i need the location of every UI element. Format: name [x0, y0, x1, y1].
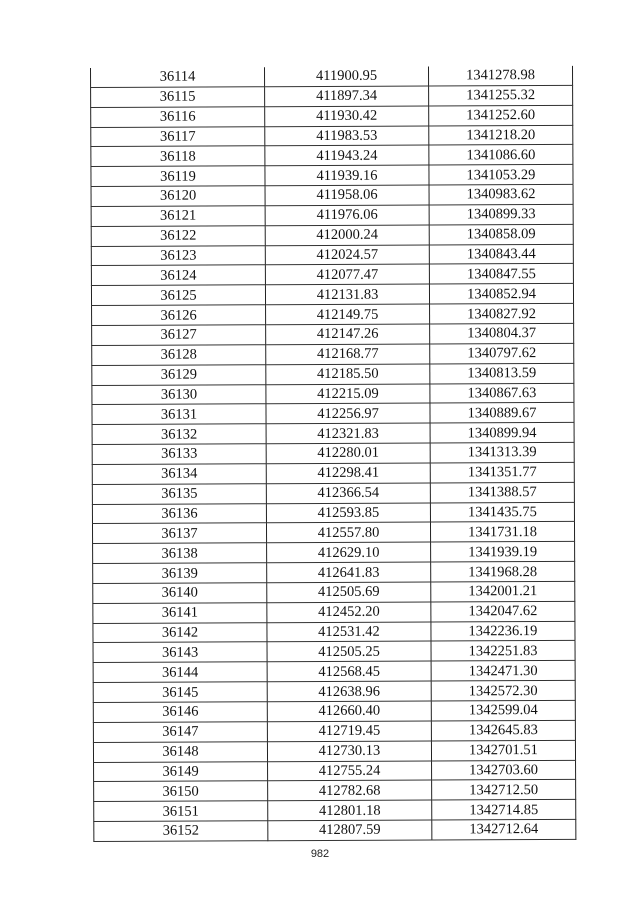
point-id-cell: 36145: [93, 682, 267, 703]
x-coordinate-cell: 412280.01: [266, 443, 430, 464]
y-coordinate-cell: 1341435.75: [430, 502, 574, 522]
point-id-cell: 36115: [91, 87, 265, 108]
table-row: [91, 264, 573, 286]
y-coordinate-cell: 1340827.92: [430, 304, 574, 324]
table-row: [91, 165, 573, 187]
point-id-cell: 36124: [91, 265, 265, 286]
x-coordinate-cell: 412000.24: [265, 225, 429, 246]
y-coordinate-cell: 1342712.64: [432, 819, 576, 839]
table-row: [94, 760, 576, 782]
point-id-cell: 36147: [93, 722, 267, 743]
y-coordinate-cell: 1342712.50: [432, 780, 576, 800]
x-coordinate-cell: 411930.42: [265, 106, 429, 127]
x-coordinate-cell: 411900.95: [264, 67, 428, 87]
y-coordinate-cell: 1342471.30: [431, 661, 575, 681]
x-coordinate-cell: 412755.24: [268, 761, 432, 782]
y-coordinate-cell: 1341313.39: [430, 442, 574, 462]
point-id-cell: 36132: [92, 424, 266, 445]
table-row: [94, 819, 576, 841]
y-coordinate-cell: 1341053.29: [429, 165, 573, 185]
x-coordinate-cell: 412660.40: [267, 701, 431, 722]
point-id-cell: 36123: [91, 245, 265, 266]
x-coordinate-cell: 412168.77: [266, 344, 430, 365]
table-row: [93, 681, 575, 703]
coordinates-table: [90, 66, 576, 842]
point-id-cell: 36120: [91, 186, 265, 207]
y-coordinate-cell: 1341968.28: [431, 561, 575, 581]
x-coordinate-cell: 412215.09: [266, 384, 430, 405]
x-coordinate-cell: 411943.24: [265, 145, 429, 166]
y-coordinate-cell: 1341388.57: [430, 482, 574, 502]
y-coordinate-cell: 1342703.60: [432, 760, 576, 780]
point-id-cell: 36133: [92, 444, 266, 465]
table-row: [92, 403, 574, 425]
table-row: [93, 601, 575, 623]
point-id-cell: 36128: [92, 345, 266, 366]
table-row: [93, 542, 575, 564]
x-coordinate-cell: 412638.96: [267, 681, 431, 702]
table-row: [92, 462, 574, 484]
table-row: [93, 561, 575, 583]
y-coordinate-cell: 1342645.83: [431, 720, 575, 740]
point-id-cell: 36143: [93, 642, 267, 663]
y-coordinate-cell: 1342572.30: [431, 681, 575, 701]
x-coordinate-cell: 411983.53: [265, 126, 429, 147]
x-coordinate-cell: 412149.75: [266, 304, 430, 325]
point-id-cell: 36151: [94, 801, 268, 822]
point-id-cell: 36148: [93, 741, 267, 762]
x-coordinate-cell: 411976.06: [265, 205, 429, 226]
table-row: [92, 323, 574, 345]
table-row: [91, 184, 573, 206]
y-coordinate-cell: 1342236.19: [431, 621, 575, 641]
y-coordinate-cell: 1340847.55: [429, 264, 573, 284]
y-coordinate-cell: 1340858.09: [429, 224, 573, 244]
table-row: [92, 423, 574, 445]
point-id-cell: 36144: [93, 662, 267, 683]
y-coordinate-cell: 1341731.18: [430, 522, 574, 542]
y-coordinate-cell: 1340843.44: [429, 244, 573, 264]
point-id-cell: 36134: [92, 464, 266, 485]
y-coordinate-cell: 1341086.60: [429, 145, 573, 165]
point-id-cell: 36118: [91, 146, 265, 167]
y-coordinate-cell: 1342251.83: [431, 641, 575, 661]
point-id-cell: 36140: [93, 583, 267, 604]
point-id-cell: 36149: [94, 761, 268, 782]
table-row: [92, 442, 574, 464]
table-row: [92, 343, 574, 365]
point-id-cell: 36116: [91, 106, 265, 127]
x-coordinate-cell: 411958.06: [265, 185, 429, 206]
x-coordinate-cell: 412077.47: [265, 264, 429, 285]
x-coordinate-cell: 412641.83: [267, 562, 431, 583]
table-row: [93, 700, 575, 722]
y-coordinate-cell: 1342701.51: [431, 740, 575, 760]
point-id-cell: 36142: [93, 622, 267, 643]
x-coordinate-cell: 412557.80: [266, 522, 430, 543]
table-row: [92, 522, 574, 544]
y-coordinate-cell: 1340983.62: [429, 184, 573, 204]
point-id-cell: 36137: [92, 523, 266, 544]
point-id-cell: 36141: [93, 603, 267, 624]
point-id-cell: 36125: [91, 285, 265, 306]
x-coordinate-cell: 412505.69: [267, 582, 431, 603]
y-coordinate-cell: 1340899.94: [430, 423, 574, 443]
y-coordinate-cell: 1341218.20: [429, 125, 573, 145]
y-coordinate-cell: 1340899.33: [429, 204, 573, 224]
y-coordinate-cell: 1340797.62: [430, 343, 574, 363]
x-coordinate-cell: 412505.25: [267, 641, 431, 662]
y-coordinate-cell: 1340889.67: [430, 403, 574, 423]
x-coordinate-cell: 412147.26: [266, 324, 430, 345]
table-row: [92, 383, 574, 405]
x-coordinate-cell: 412531.42: [267, 622, 431, 643]
table-row: [91, 85, 573, 107]
x-coordinate-cell: 412782.68: [268, 780, 432, 801]
y-coordinate-cell: 1341351.77: [430, 462, 574, 482]
point-id-cell: 36129: [92, 364, 266, 385]
x-coordinate-cell: 412801.18: [268, 800, 432, 821]
table-row: [93, 720, 575, 742]
x-coordinate-cell: 412298.41: [266, 463, 430, 484]
y-coordinate-cell: 1341278.98: [428, 66, 572, 86]
x-coordinate-cell: 412593.85: [266, 503, 430, 524]
y-coordinate-cell: 1341939.19: [431, 542, 575, 562]
page-number: 982: [310, 848, 330, 860]
y-coordinate-cell: 1342599.04: [431, 700, 575, 720]
y-coordinate-cell: 1342714.85: [432, 800, 576, 820]
point-id-cell: 36136: [92, 503, 266, 524]
table-row: [92, 304, 574, 326]
table-row: [91, 145, 573, 167]
x-coordinate-cell: 412131.83: [265, 284, 429, 305]
point-id-cell: 36138: [93, 543, 267, 564]
table-row: [93, 740, 575, 762]
x-coordinate-cell: 412568.45: [267, 661, 431, 682]
point-id-cell: 36117: [91, 126, 265, 147]
table-row: [92, 482, 574, 504]
table-row: [93, 641, 575, 663]
y-coordinate-cell: 1340867.63: [430, 383, 574, 403]
y-coordinate-cell: 1341252.60: [429, 105, 573, 125]
table-row: [91, 244, 573, 266]
x-coordinate-cell: 412452.20: [267, 602, 431, 623]
x-coordinate-cell: 412256.97: [266, 403, 430, 424]
point-id-cell: 36130: [92, 384, 266, 405]
table-row: [93, 621, 575, 643]
point-id-cell: 36126: [92, 305, 266, 326]
point-id-cell: 36114: [90, 67, 264, 87]
table-row: [91, 204, 573, 226]
x-coordinate-cell: 412024.57: [265, 245, 429, 266]
table-row: [93, 581, 575, 603]
table-row: [90, 66, 572, 87]
x-coordinate-cell: 412807.59: [268, 820, 432, 841]
point-id-cell: 36135: [92, 483, 266, 504]
table-row: [94, 780, 576, 802]
x-coordinate-cell: 412185.50: [266, 364, 430, 385]
y-coordinate-cell: 1340804.37: [430, 323, 574, 343]
y-coordinate-cell: 1342001.21: [431, 581, 575, 601]
y-coordinate-cell: 1340852.94: [429, 284, 573, 304]
y-coordinate-cell: 1341255.32: [429, 85, 573, 105]
table-row: [93, 661, 575, 683]
y-coordinate-cell: 1340813.59: [430, 363, 574, 383]
table-row: [91, 105, 573, 127]
point-id-cell: 36127: [92, 325, 266, 346]
point-id-cell: 36131: [92, 404, 266, 425]
table-row: [91, 125, 573, 147]
table-row: [94, 800, 576, 822]
point-id-cell: 36121: [91, 206, 265, 227]
y-coordinate-cell: 1342047.62: [431, 601, 575, 621]
point-id-cell: 36150: [94, 781, 268, 802]
table-row: [91, 224, 573, 246]
x-coordinate-cell: 411939.16: [265, 165, 429, 186]
x-coordinate-cell: 412321.83: [266, 423, 430, 444]
point-id-cell: 36146: [93, 702, 267, 723]
table-row: [92, 502, 574, 524]
coordinates-table-body: [90, 66, 575, 842]
x-coordinate-cell: 412730.13: [267, 741, 431, 762]
x-coordinate-cell: 412366.54: [266, 483, 430, 504]
point-id-cell: 36122: [91, 225, 265, 246]
point-id-cell: 36152: [94, 821, 268, 842]
x-coordinate-cell: 412719.45: [267, 721, 431, 742]
x-coordinate-cell: 411897.34: [265, 86, 429, 107]
x-coordinate-cell: 412629.10: [267, 542, 431, 563]
table-row: [91, 284, 573, 306]
table-row: [92, 363, 574, 385]
point-id-cell: 36139: [93, 563, 267, 584]
point-id-cell: 36119: [91, 166, 265, 187]
